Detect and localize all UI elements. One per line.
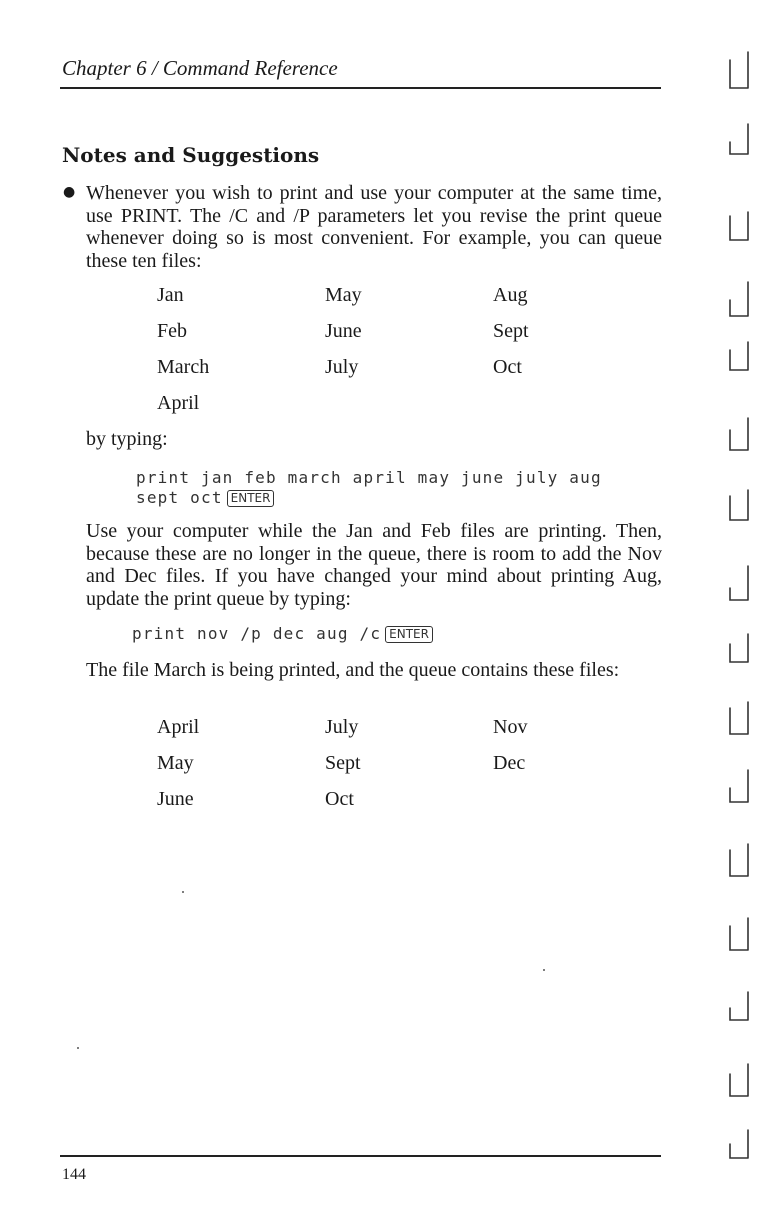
result-paragraph: The file March is being printed, and the queue contains these files: — [86, 659, 620, 681]
tab-mark — [730, 702, 748, 734]
tab-mark — [730, 342, 748, 370]
tab-mark — [730, 844, 748, 876]
list-item: May — [157, 752, 194, 774]
list-item: June — [157, 788, 194, 810]
scan-speck — [543, 969, 545, 971]
running-header: Chapter 6 / Command Reference — [62, 56, 338, 80]
scan-speck — [77, 1047, 79, 1049]
tab-mark — [730, 634, 748, 662]
list-item: July — [325, 716, 359, 738]
tab-mark — [730, 52, 748, 88]
command-line-2 — [136, 488, 274, 507]
binder-tab-marks — [722, 50, 762, 1160]
tab-mark — [730, 1064, 748, 1096]
tab-mark — [730, 124, 748, 154]
list-item: Sept — [493, 320, 529, 342]
scan-speck — [182, 891, 184, 893]
list-item: July — [325, 356, 359, 378]
list-item: Aug — [493, 284, 528, 306]
tab-mark — [730, 490, 748, 520]
tab-mark — [730, 212, 748, 240]
enter-key-icon: ENTER — [385, 626, 433, 643]
tab-mark — [730, 566, 748, 600]
tab-mark — [730, 1130, 748, 1158]
footer-rule — [60, 1155, 661, 1157]
list-item: June — [325, 320, 362, 342]
header-rule — [60, 87, 661, 89]
file-list-queue — [157, 716, 577, 824]
intro-paragraph: Whenever you wish to print and use your computer at the same time, use PRINT. The /C and /P parameters let you revise the print queue whenever doing so is most convenient. For example, you can queue these ten files: — [86, 182, 662, 272]
tab-mark — [730, 918, 748, 950]
tab-mark — [730, 418, 748, 450]
page-number: 144 — [62, 1166, 86, 1183]
section-title: Notes and Suggestions — [62, 143, 320, 167]
command-line-3 — [132, 624, 433, 643]
command-text: sept oct — [136, 488, 223, 507]
list-item: Oct — [493, 356, 522, 378]
command-line-1: print jan feb march april may june july aug — [136, 468, 602, 487]
tab-mark — [730, 992, 748, 1020]
list-item: March — [157, 356, 210, 378]
list-item: Nov — [493, 716, 528, 738]
tab-mark — [730, 770, 748, 802]
file-list-initial — [157, 284, 577, 428]
list-item: Jan — [157, 284, 184, 306]
enter-key-icon: ENTER — [227, 490, 275, 507]
by-typing-label: by typing: — [86, 428, 168, 450]
list-item: Feb — [157, 320, 187, 342]
list-item: May — [325, 284, 362, 306]
list-item: April — [157, 716, 200, 738]
list-item: Sept — [325, 752, 361, 774]
list-item: April — [157, 392, 200, 414]
middle-paragraph: Use your computer while the Jan and Feb files are printing. Then, because these are no longer in the queue, there is room to add the Nov and Dec files. If you have changed your mind about printing Aug, update the print queue by typing: — [86, 520, 662, 610]
list-item: Oct — [325, 788, 354, 810]
list-item: Dec — [493, 752, 526, 774]
tab-mark — [730, 282, 748, 316]
command-text: print nov /p dec aug /c — [132, 624, 382, 643]
bullet-icon: ● — [63, 184, 76, 200]
